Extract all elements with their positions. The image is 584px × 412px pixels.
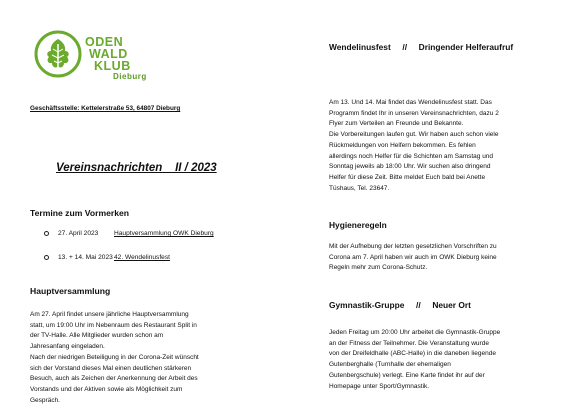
heading-hygieneregeln: Hygieneregeln <box>329 220 387 230</box>
text-line: Jeden Freitag um 20:00 Uhr arbeitet die Gymnastik-Gruppe <box>329 329 501 336</box>
text-line: Homepage unter Sport/Gymnastik. <box>329 382 430 390</box>
text-line: Am 27. April findet unsere jährliche Hauptversammlung <box>30 311 189 318</box>
text-line: statt, um 19:00 Uhr im Nebenraum des Restaurant Split in <box>30 321 197 329</box>
event-date: 13. + 14. Mai 2023 <box>58 254 113 261</box>
event-item <box>44 230 214 237</box>
office-address: Geschäftsstelle: Kettelerstraße 53, 64807 Dieburg <box>30 105 181 112</box>
text-line: Vorstands und der Aktiven sowie als Möglichkeit zum <box>30 385 183 393</box>
event-item <box>44 254 170 261</box>
event-date: 27. April 2023 <box>58 230 99 237</box>
page-title: Vereinsnachrichten II / 2023 <box>56 162 217 174</box>
heading-gymnastik: Gymnastik-Gruppe // Neuer Ort <box>329 300 471 310</box>
text-line: Jahresanfang eingeladen. <box>30 343 105 351</box>
bullet-icon <box>44 231 49 236</box>
text-line: an der Fitness der Teilnehmer. Die Veranstaltung wurde <box>329 339 489 347</box>
text-line: Tüshaus, Tel. 23647. <box>329 184 390 192</box>
text-line: Corona am 7. April haben wir auch im OWK Dieburg keine <box>329 253 497 261</box>
event-name: 42. Wendelinusfest <box>114 254 170 261</box>
text-line: sich der Vorstand dieses Mal einen deutlichen stärkeren <box>30 364 192 372</box>
text-line: Am 13. Und 14. Mai findet das Wendelinusfest statt. Das <box>329 99 492 106</box>
hygiene-text <box>329 242 554 274</box>
text-line: allerdings noch Helfer für die Schichten am Samstag und <box>329 152 494 160</box>
text-line: Nach der niedrigen Beteiligung in der Corona-Zeit wünscht <box>30 353 199 361</box>
text-line: Gespräch. <box>30 396 60 404</box>
gymnastik-text <box>329 328 554 392</box>
text-line: Helfer für diese Zeit. Bitte meldet Euch bald bei Anette <box>329 173 486 181</box>
text-line: Die Vorbereitungen laufen gut. Wir haben auch schon viele <box>329 131 499 139</box>
text-line: der TV-Halle. Alle Mitglieder wurden schon am <box>30 332 164 340</box>
text-line: Sonntag jeweils ab 18:00 Uhr. Wir suchen also dringend <box>329 163 491 171</box>
text-line: Rückmeldungen von Helfern bekommen. Es fehlen <box>329 141 476 149</box>
text-line: Regeln mehr zum Corona-Schutz. <box>329 264 428 272</box>
text-line: Programm findet Ihr in unseren Vereinsnachrichten, dazu 2 <box>329 109 499 117</box>
text-line: von der Dreifeldhalle (ABC-Halle) in die daneben liegende <box>329 350 496 358</box>
bullet-icon <box>44 255 49 260</box>
logo-line-2: WALD <box>89 47 128 61</box>
text-line: Gutenbergschule) verlegt. Eine Karte findet ihr auf der <box>329 371 485 379</box>
heading-wendelinusfest: Wendelinusfest // Dringender Helferaufruf <box>329 42 514 52</box>
text-line: Flyer zum Verteilen an Freunde und Bekannte. <box>329 120 464 128</box>
logo-subtitle: Dieburg <box>113 72 147 81</box>
wendelinusfest-text <box>329 98 554 194</box>
event-name: Hauptversammlung OWK Dieburg <box>114 230 214 237</box>
text-line: Besuch, auch als Zeichen der Anerkennung der Arbeit des <box>30 375 198 383</box>
oak-leaf-icon <box>34 30 82 78</box>
hauptversammlung-text <box>30 310 280 406</box>
text-line: Mit der Aufhebung der letzten gesetzlichen Vorschriften zu <box>329 243 497 250</box>
heading-hauptversammlung: Hauptversammlung <box>30 286 111 296</box>
logo-line-3: KLUB <box>94 59 131 73</box>
heading-termine: Termine zum Vormerken <box>30 208 130 218</box>
club-logo <box>34 30 154 94</box>
logo-line-1: ODEN <box>85 35 124 49</box>
text-line: Gutenberghalle (Turnhalle der ehemaligen <box>329 361 451 369</box>
logo-wordmark <box>85 36 147 82</box>
